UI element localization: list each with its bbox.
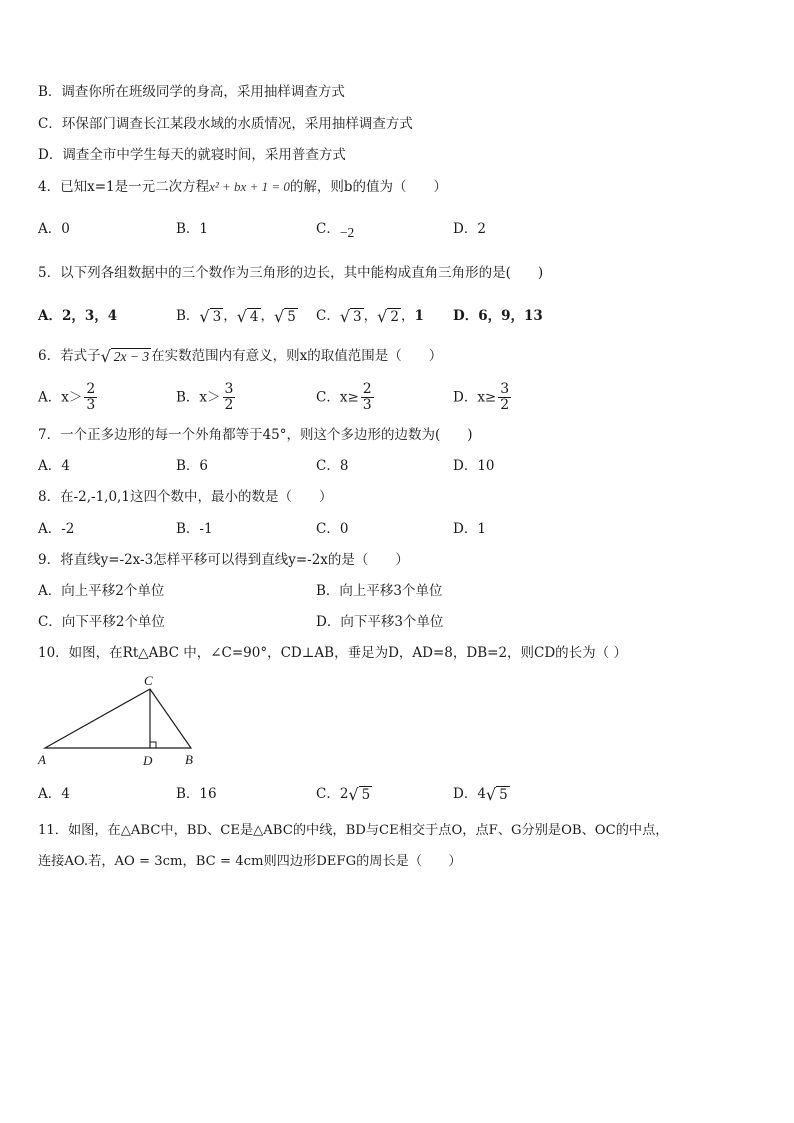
q6-option-d-label: D．x≥ (453, 389, 497, 406)
q6-frac-b (223, 382, 236, 413)
q4-option-c-value: −2 (339, 225, 355, 240)
q5-option-d: D．6，9，13 (453, 308, 543, 324)
q7-option-b: B．6 (176, 458, 209, 474)
q6-frac-a-num: 2 (86, 381, 96, 397)
q10-c-radicand: 5 (359, 786, 373, 803)
q6-stem-post: 在实数范围内有意义，则x的取值范围是（ ） (151, 348, 443, 364)
q7-stem: 7．一个正多边形的每一个外角都等于45°，则这个多边形的边数为( ) (38, 427, 473, 443)
vertex-label-d: D (143, 753, 153, 768)
q6-frac-b-num: 3 (224, 381, 234, 397)
q4-option-c-label: C． (316, 221, 340, 237)
q5-option-b (176, 306, 298, 327)
q10-d-radicand: 5 (496, 786, 510, 803)
q5-sqrt-5-radicand: 5 (284, 308, 298, 325)
q6-frac-b-den: 2 (224, 397, 234, 413)
q11-stem-line1: 11．如图，在△ABC中，BD、CE是△ABC的中线，BD与CE相交于点O，点F、G分别是OB、OC的中点， (38, 823, 669, 838)
q6-option-b-label: B．x＞ (176, 389, 221, 406)
q8-option-c: C．0 (316, 521, 349, 537)
q4-option-d: D．2 (453, 221, 486, 237)
q5-sqrt-3: √ 3 (199, 306, 222, 326)
q4-stem-pre: 4．已知x=1是一元二次方程 (38, 179, 210, 195)
q9-option-d: D．向下平移3个单位 (316, 614, 444, 630)
q6-stem (38, 346, 442, 367)
q10-option-c (316, 784, 372, 805)
q10-option-c-label: C．2 (316, 786, 349, 802)
q6-frac-c (361, 382, 374, 413)
q4-option-c (316, 219, 354, 239)
q4-option-b: B．1 (176, 221, 209, 237)
q5-sqrt-3-radicand: 3 (210, 308, 224, 325)
q6-frac-d-num: 3 (500, 381, 510, 397)
vertex-label-a: A (38, 752, 46, 767)
q5-sqrt-4: √ 4 (236, 306, 259, 326)
q5-c-sqrt-2: √ 2 (377, 306, 399, 326)
q5-c-sqrt-3-radicand: 3 (350, 308, 364, 325)
q6-option-c-label: C．x≥ (316, 389, 359, 406)
q10-option-d (453, 784, 510, 805)
q5-option-c (316, 306, 424, 327)
q5-stem: 5．以下列各组数据中的三个数作为三角形的边长，其中能构成直角三角形的是( ) (38, 265, 544, 281)
q7-option-d: D．10 (453, 458, 495, 474)
q5-option-a: A．2，3，4 (38, 308, 118, 324)
q5-sep: ， (223, 308, 237, 324)
right-angle-mark (150, 742, 156, 748)
q8-option-d: D．1 (453, 521, 486, 537)
q6-sqrt: √ 2x − 3 (100, 346, 150, 366)
q9-stem: 9．将直线y=-2x-3怎样平移可以得到直线y=-2x的是（ ） (38, 552, 409, 568)
q5-sep: ， (363, 308, 378, 324)
q9-option-a: A．向上平移2个单位 (38, 583, 165, 599)
q6-stem-pre: 6．若式子 (38, 348, 101, 364)
q6-option-c (316, 382, 376, 413)
q9-option-c: C．向下平移2个单位 (38, 614, 165, 630)
q10-option-b: B．16 (176, 786, 217, 802)
q6-option-b (176, 382, 237, 413)
q4-equation: x² + bx + 1 = 0 (209, 179, 290, 194)
q6-frac-c-den: 3 (362, 397, 372, 413)
q10-c-sqrt-5: √ 5 (348, 784, 371, 804)
q5-option-c-tail: 1 (414, 308, 424, 324)
q5-c-sqrt-2-radicand: 2 (387, 308, 401, 325)
q6-option-d (453, 382, 513, 413)
q3-option-d: D．调查全市中学生每天的就寝时间，采用普查方式 (38, 147, 346, 163)
q10-stem: 10．如图，在Rt△ABC 中，∠C=90°，CD⊥AB，垂足为D，AD=8，DB=2，则CD的长为（ ） (38, 645, 627, 661)
q9-option-b: B．向上平移3个单位 (316, 583, 443, 599)
q10-d-sqrt-5: √ 5 (485, 784, 508, 804)
q5-option-c-label: C． (316, 308, 340, 324)
q8-option-a: A．-2 (38, 521, 75, 537)
q11-stem-line2: 连接AO.若，AO = 3cm，BC = 4cm则四边形DEFG的周长是（ ） (38, 854, 462, 869)
q6-frac-c-num: 2 (362, 381, 372, 397)
q4-stem-post: 的解，则b的值为（ ） (289, 179, 448, 195)
q3-option-c: C．环保部门调查长江某段水域的水质情况，采用抽样调查方式 (38, 116, 413, 132)
q6-option-a-label: A．x＞ (38, 389, 83, 406)
q5-option-b-label: B． (176, 308, 200, 324)
vertex-label-b: B (185, 752, 193, 767)
q6-radicand: 2x − 3 (111, 348, 151, 365)
q6-frac-d (498, 382, 511, 413)
q8-option-b: B．-1 (176, 521, 213, 537)
q4-stem (38, 177, 447, 197)
q7-option-c: C．8 (316, 458, 349, 474)
q5-sqrt-4-radicand: 4 (247, 308, 261, 325)
q6-frac-a (84, 382, 97, 413)
q10-option-d-label: D．4 (453, 786, 486, 802)
q10-triangle-figure (30, 670, 210, 770)
q5-sep: ， (260, 308, 275, 324)
q4-option-a: A．0 (38, 221, 70, 237)
q5-c-sqrt-3: √ 3 (339, 306, 362, 326)
q3-option-b: B．调查你所在班级同学的身高，采用抽样调查方式 (38, 84, 345, 100)
q5-sqrt-5: √ 5 (274, 306, 296, 326)
q6-frac-d-den: 2 (500, 397, 510, 413)
q6-option-a (38, 382, 99, 413)
q8-stem: 8．在-2,-1,0,1这四个数中，最小的数是（ ） (38, 489, 333, 505)
q5-sep: ， (400, 308, 415, 324)
q10-option-a: A．4 (38, 786, 70, 802)
triangle-abc (45, 689, 191, 748)
vertex-label-c: C (144, 673, 153, 688)
q7-option-a: A．4 (38, 458, 70, 474)
q6-frac-a-den: 3 (86, 397, 96, 413)
